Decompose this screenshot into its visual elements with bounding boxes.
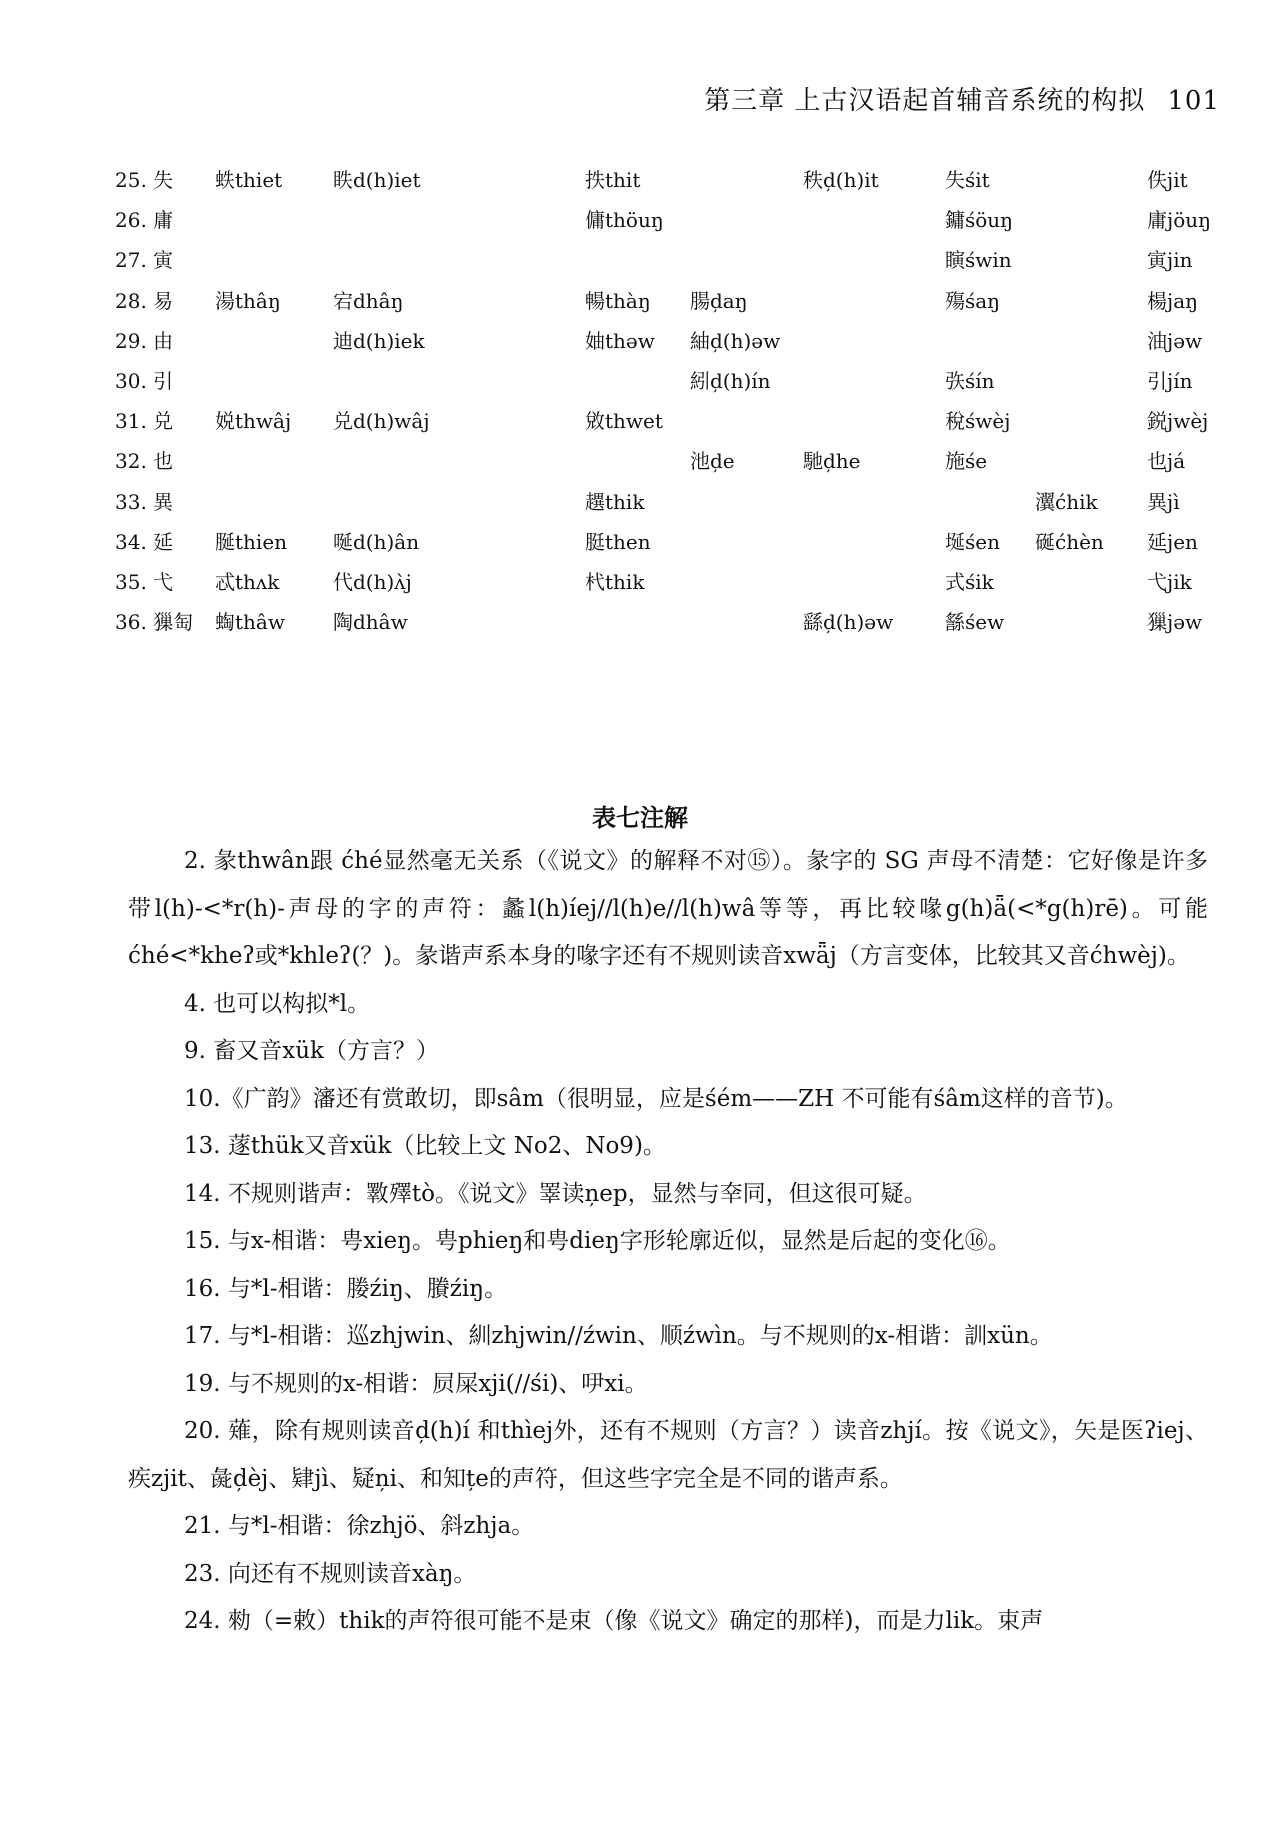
table-cell: 紖d̦(h)ín [690,369,771,393]
table-cell: 宕dhâŋ [333,288,404,313]
table-row [115,328,1245,362]
table-cell: 矤śín [945,369,995,393]
page-number: 101 [1167,86,1220,116]
table-row [115,368,1245,402]
table-cell: 秩d̦(h)it [803,168,879,192]
table-cell: 敓thwet [585,409,663,434]
row-head-character: 34. 延 [115,529,174,554]
table-cell: 引jín [1147,369,1193,393]
table-cell: 瀷ćhik [1035,489,1098,514]
note-item: 13. 蓫thük又音xük（比较上文 No2、No9)。 [184,1133,666,1159]
note-item: 9. 畜又音xük（方言？） [184,1038,439,1064]
notes-title: 表七注解 [592,804,688,832]
table-cell: 忒thʌk [215,570,280,594]
table-cell: 稅śwèj [945,409,1011,434]
row-head-character: 33. 異 [115,489,174,514]
table-row [115,167,1245,201]
table-row [115,207,1245,241]
note-item: 19. 与不规则的x-相谐：屃屎xji(//śi)、吚xi。 [184,1370,648,1397]
table-cell: 蜪thâw [215,610,285,635]
table-cell: 脡then [585,529,651,554]
row-head-character: 28. 易 [115,288,174,313]
table-row [115,489,1245,523]
table-cell: 瞚świn [945,248,1012,273]
table-cell: 腸d̦aŋ [690,288,748,313]
table-row [115,408,1245,442]
table-cell: 殤śaŋ [945,288,1001,313]
table-cell: 陶dhâw [333,610,408,635]
table-cell: 延jen [1147,529,1198,554]
table-cell: 趩thik [585,489,645,514]
note-item: 23. 向还有不规则读音xàŋ。 [184,1560,477,1587]
table-row [115,609,1245,643]
table-cell: 兑d(h)wâj [333,409,430,434]
table-cell: 脠thien [215,529,288,554]
row-head-character: 35. 弋 [115,570,174,594]
table-row [115,288,1245,322]
table-cell: 也já [1147,449,1186,474]
row-head-character: 32. 也 [115,449,174,474]
table-cell: 庸jöuŋ [1147,208,1212,233]
note-item: 17. 与*l-相谐：巡zhjwin、紃zhjwin//źwin、顺źwìn。与不规则的x-相谐：訓xün。 [184,1323,1053,1349]
note-item: 16. 与*l-相谐：媵źiŋ、賸źiŋ。 [184,1275,508,1302]
table-cell: 池d̦e [690,449,735,474]
row-head-character: 25. 失 [115,168,174,192]
table-cell: 唌d(h)ân [333,529,420,554]
running-header [704,80,1220,117]
note-item: 21. 与*l-相谐：徐zhjö、斜zhja。 [184,1513,535,1539]
table-row [115,247,1245,281]
table-cell: 繇d̦(h)əw [803,610,894,635]
row-head-character: 29. 由 [115,328,174,353]
table-cell: 弋jik [1147,570,1192,594]
table-cell: 硟ćhèn [1035,529,1104,554]
table-cell: 施śe [945,449,988,474]
table-cell: 蛈thiet [215,168,283,192]
table-cell: 油jəw [1147,328,1203,353]
table-cell: 妯thəw [585,328,655,353]
table-cell: 馳d̦he [803,449,861,474]
note-item: 10.《广韵》瀋还有赏敢切，即sâm（很明显，应是śém——ZH 不可能有śâm这样的音节)。 [184,1085,1128,1112]
table-cell: 娧thwâj [215,409,292,434]
table-cell: 異jì [1147,489,1180,514]
table-cell: 暢thàŋ [585,288,651,313]
table-cell: 迪d(h)iek [333,328,425,353]
table-cell: 㺐jəw [1147,610,1203,635]
note-item: 14. 不规则谐声：斁殬tò。《说文》睪读n̦ep，显然与㚔同，但这很可疑。 [184,1180,927,1207]
table-cell: 埏śen [945,529,1000,554]
table-cell: 寅jin [1147,248,1193,273]
table-cell: 紬d̦(h)əw [690,328,781,353]
table-row [115,529,1245,563]
note-item: 15. 与x-相谐：甹xieŋ。甹phieŋ和甹dieŋ字形轮廓近似，显然是后起的变化⑯。 [184,1228,1011,1254]
chapter-title: 第三章 上古汉语起首辅音系统的构拟 [704,86,1146,116]
note-item: 4. 也可以构拟*l。 [184,990,371,1017]
notes-section [128,838,1208,1646]
table-cell: 眣d(h)iet [333,168,421,192]
note-item: 2. 彖thwân跟 ćhé显然毫无关系（《说文》的解释不对⑮）。彖字的 SG 声母不清楚：它好像是许多带l(h)-<*r(h)-声母的字的声符：蠡l(h)íej//l(h)e//l(h)wâ等等，再比较喙g(h)ǟ(<*g(h)rē)。可能 ćhé<*kheʔ或*khleʔ(？)。彖谐声系本身的喙字还有不规则读音xwǟj（方言变体，比较其又音ćhwèj)。 [128,848,1208,969]
table-cell: 湯thâŋ [215,288,281,313]
row-head-character: 27. 寅 [115,248,174,273]
table-cell: 鋭jwèj [1147,409,1209,434]
table-cell: 楊jaŋ [1147,288,1199,313]
row-head-character: 31. 兑 [115,409,174,434]
row-head-character: 36. 㺐匋 [115,610,194,635]
table-row [115,448,1245,482]
table-cell: 代d(h)ʌ̀j [333,570,412,594]
note-item: 20. 薙，除有规则读音d̦(h)í 和thìej外，还有不规则（方言？）读音zhjí。按《说文》，矢是医ʔiej、疾zjit、彘d̦èj、肄jì、疑n̦i、和知țe的声符，但这些字完全是不同的谐声系。 [128,1418,1208,1492]
note-item: 24. 勑（=敕）thik的声符很可能不是束（像《说文》确定的那样)，而是力lik。束声 [184,1608,1044,1634]
table-cell: 杙thik [585,570,645,594]
table-cell: 䌛śew [945,610,1005,635]
table-cell: 失śit [945,168,990,192]
row-head-character: 30. 引 [115,369,174,393]
table-cell: 傭thöuŋ [585,208,664,233]
row-head-character: 26. 庸 [115,208,174,233]
table-cell: 式śik [945,570,994,594]
table-cell: 抶thit [585,168,641,192]
table-cell: 鏞śöuŋ [945,208,1014,233]
table-row [115,569,1245,603]
table-cell: 佚jit [1147,168,1188,192]
